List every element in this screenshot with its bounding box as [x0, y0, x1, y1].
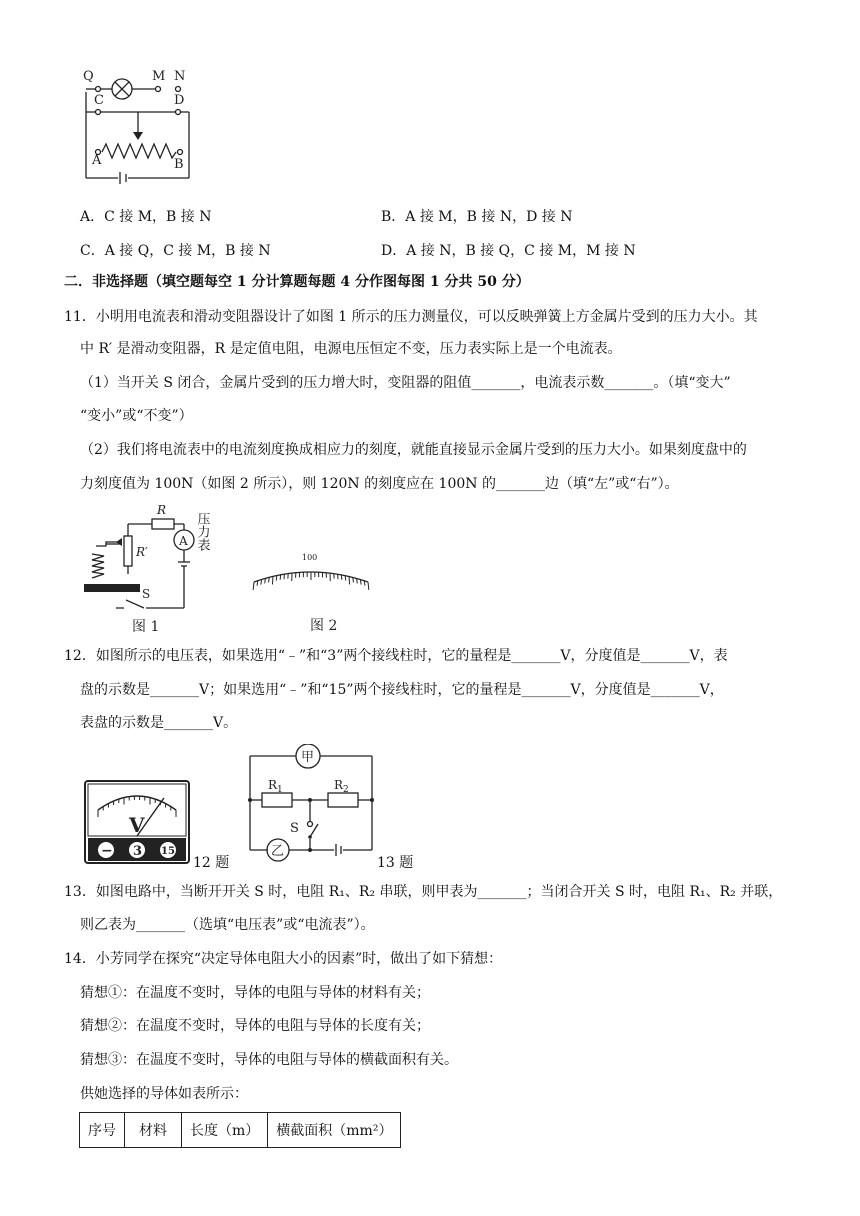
q10-option-a: A．C 接 M，B 接 N	[80, 209, 212, 225]
label-c: C	[94, 93, 104, 108]
pressure-meter-circuit-figure	[84, 502, 234, 636]
scale-tick	[345, 576, 346, 581]
q12-line-3: 表盘的示数是_______V。	[80, 715, 238, 731]
fig2-tick-label: 100	[302, 553, 318, 562]
meter-jia-label: 甲	[301, 750, 315, 765]
conductor-table	[79, 1112, 401, 1148]
label-q: Q	[83, 69, 94, 84]
voltmeter-v-label: V	[129, 813, 145, 837]
table-header-cell: 材料	[125, 1113, 182, 1148]
table-header-cell: 序号	[80, 1113, 125, 1148]
label-d: D	[174, 93, 185, 108]
fig2-caption: 图 2	[310, 618, 338, 634]
rheostat-circuit-figure	[80, 62, 195, 190]
force-scale-figure	[248, 548, 376, 636]
q10-option-d: D．A 接 N，B 接 Q，C 接 M，M 接 N	[381, 243, 636, 259]
scale-tick	[253, 582, 254, 590]
q12-line-1: 12．如图所示的电压表，如果选用“﹣”和“3”两个接线柱时，它的量程是_______V，分度值是_______V，表	[64, 648, 728, 664]
label-a: A	[92, 153, 102, 168]
q11-line-4: “变小”或“不变”）	[80, 408, 193, 424]
guess-1: 猜想①：在温度不变时，导体的电阻与导体的材料有关；	[80, 985, 430, 1001]
meter-yi-label: 乙	[271, 844, 285, 859]
scale-tick	[353, 577, 354, 582]
table-header-cell: 长度（m）	[182, 1113, 268, 1148]
guess-2: 猜想②：在温度不变时，导体的电阻与导体的长度有关；	[80, 1018, 430, 1034]
q11-line-1: 11．小明用电流表和滑动变阻器设计了如图 1 所示的压力测量仪，可以反映弹簧上方金属片受到的压力大小。其	[64, 309, 758, 325]
section-heading: 二．非选择题（填空题每空 1 分计算题每题 4 分作图每图 1 分共 50 分）	[64, 274, 530, 290]
q12-line-2: 盘的示数是_______V；如果选用“﹣”和“15”两个接线柱时，它的量程是_______V，分度值是_______V，	[80, 682, 724, 698]
r1-label: $R_1$	[268, 778, 283, 795]
q14-line-5: 供她选择的导体如表所示：	[80, 1086, 248, 1102]
q11-line-2: 中 R′ 是滑动变阻器，R 是定值电阻，电源电压恒定不变，压力表实际上是一个电流表。	[80, 341, 622, 357]
r2-label: $R_2$	[334, 778, 349, 795]
scale-tick	[269, 577, 270, 582]
fig1-r-label: R	[157, 503, 167, 517]
terminal-3: 3	[133, 844, 143, 859]
q11-line-5: （2）我们将电流表中的电流刻度换成相应力的刻度，就能直接显示金属片受到的压力大小。如果刻度盘中的	[80, 442, 747, 458]
fig1-ammeter-label: A	[179, 534, 188, 548]
q10-option-b: B．A 接 M，B 接 N，D 接 N	[381, 209, 573, 225]
guess-3: 猜想③：在温度不变时，导体的电阻与导体的横截面积有关。	[80, 1052, 458, 1068]
terminal-minus: −	[101, 843, 113, 859]
q14-line-1: 14．小芳同学在探究“决定导体电阻大小的因素”时，做出了如下猜想：	[64, 951, 503, 967]
label-n: N	[174, 69, 186, 84]
q12-figure-caption: 12 题	[193, 855, 230, 871]
scale-tick	[276, 576, 277, 581]
q13-line-2: 则乙表为_______（选填“电压表”或“电流表”）。	[80, 917, 375, 933]
scale-tick	[349, 576, 350, 584]
fig1-caption: 图 1	[132, 619, 160, 635]
q13-circuit-figure	[244, 744, 378, 866]
scale-tick	[368, 582, 369, 590]
label-b: B	[174, 157, 184, 172]
fig1-meter-label: 压力表	[194, 512, 210, 551]
label-m: M	[152, 69, 166, 84]
q11-line-3: （1）当开关 S 闭合，金属片受到的压力增大时，变阻器的阻值_______，电流表示数_______。（填“变大”	[80, 375, 731, 391]
scale-tick	[265, 578, 266, 583]
q11-line-6: 力刻度值为 100N（如图 2 所示），则 120N 的刻度应在 100N 的_______边（填“左”或“右”）。	[80, 476, 679, 492]
q13-figure-caption: 13 题	[377, 855, 414, 871]
terminal-15: 15	[161, 846, 175, 857]
fig1-switch-label: S	[142, 587, 151, 601]
q13-line-1: 13．如图电路中，当断开开关 S 时，电阻 R₁、R₂ 串联，则甲表为_______；当闭合开关 S 时，电阻 R₁、R₂ 并联，	[64, 884, 783, 900]
q10-option-c: C．A 接 Q，C 接 M，B 接 N	[80, 243, 271, 259]
table-header-row	[80, 1113, 401, 1148]
fig1-rprime-label: R′	[136, 545, 148, 559]
switch-s-label: S	[290, 821, 299, 836]
table-header-cell: 横截面积（mm²）	[268, 1113, 401, 1148]
scale-tick	[357, 578, 358, 583]
scale-tick	[272, 576, 273, 584]
voltmeter-figure	[84, 780, 190, 864]
